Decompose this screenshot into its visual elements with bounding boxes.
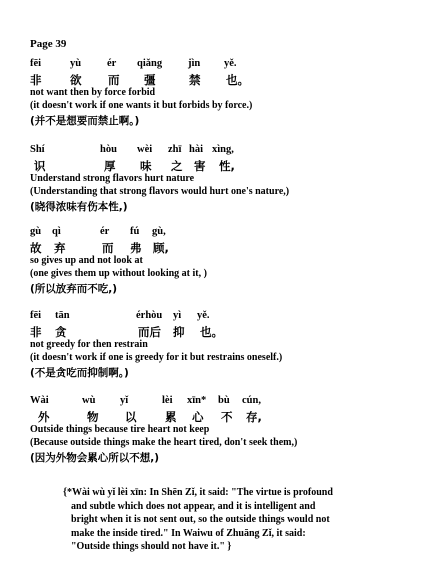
hanzi-char: 欲	[70, 73, 82, 87]
modern-chinese-line: (晓得浓味有伤本性,)	[30, 201, 128, 213]
hanzi-char: 非	[30, 73, 42, 87]
hanzi-char: 顾,	[153, 241, 169, 255]
modern-chinese-line: (所以放弃而不吃,)	[30, 283, 118, 295]
pinyin-word: xīn*	[187, 395, 207, 406]
footnote-line: "Outside things should not have it." }	[71, 541, 232, 552]
pinyin-word: ér	[107, 58, 117, 69]
stanza-3	[30, 226, 420, 296]
pinyin-word: xìng,	[212, 144, 234, 155]
pinyin-word: yì	[173, 310, 182, 321]
modern-chinese-line: (不是贪吃而抑制啊。)	[30, 367, 129, 379]
hanzi-row	[30, 409, 420, 424]
translation-line: (it doesn't work if one wants it but forbids by force.)	[30, 100, 253, 111]
hanzi-row	[30, 324, 420, 339]
translation-line: (one gives them up without looking at it, )	[30, 268, 207, 279]
pinyin-word: yě.	[224, 58, 237, 69]
pinyin-row	[30, 58, 420, 72]
gloss-line: not greedy for then restrain	[30, 339, 148, 350]
pinyin-word: lèi	[162, 395, 173, 406]
footnote-line: {*Wài wù yǐ lèi xīn: In Shēn Zǐ, it said: "The virtue is profound	[63, 487, 333, 498]
hanzi-char: 弃	[54, 241, 66, 255]
hanzi-char: 心	[192, 410, 204, 424]
hanzi-char: 也。	[226, 73, 249, 87]
modern-chinese-line: (因为外物会累心所以不想,)	[30, 452, 160, 464]
hanzi-row	[30, 240, 420, 255]
hanzi-char: 故	[30, 241, 42, 255]
pinyin-word: zhī	[168, 144, 182, 155]
gloss-line: Understand strong flavors hurt nature	[30, 173, 195, 184]
hanzi-char: 贪	[55, 325, 67, 339]
footnote-line: make the inside tired." In Waiwu of Zhuāng Zǐ, it said:	[71, 527, 306, 539]
pinyin-word: qiǎng	[137, 58, 163, 69]
pinyin-word: fú	[130, 226, 140, 237]
hanzi-char: 害	[194, 159, 206, 173]
pinyin-row	[30, 144, 420, 158]
pinyin-word: bù	[218, 395, 230, 406]
pinyin-word: yù	[70, 58, 82, 69]
pinyin-word: jìn	[188, 58, 201, 69]
pinyin-word: Wài	[30, 395, 49, 406]
hanzi-char: 性,	[219, 159, 235, 173]
translation-line: (Understanding that strong flavors would hurt one's nature,)	[30, 186, 290, 197]
hanzi-char: 彊	[144, 73, 156, 87]
pinyin-row	[30, 395, 420, 409]
hanzi-char: 禁	[189, 73, 201, 87]
pinyin-word: fēi	[30, 310, 42, 321]
hanzi-char: 味	[140, 159, 152, 173]
footnote-line: bright when it is not sent out, so the outside things would not	[71, 514, 330, 525]
pinyin-word: ér	[100, 226, 110, 237]
hanzi-row	[30, 158, 420, 173]
translation-line: (Because outside things make the heart tired, don't seek them,)	[30, 437, 298, 448]
hanzi-char: 弗	[130, 241, 142, 255]
hanzi-char: 而后	[138, 325, 161, 339]
pinyin-word: wèi	[137, 144, 153, 155]
hanzi-char: 厚	[104, 159, 116, 173]
hanzi-char: 非	[30, 325, 42, 339]
hanzi-char: 而	[108, 73, 120, 87]
pinyin-word: gù,	[152, 226, 166, 237]
pinyin-word: tān	[55, 310, 70, 321]
stanza-2	[30, 144, 420, 214]
pinyin-word: hòu	[100, 144, 117, 155]
gloss-line: Outside things because tire heart not keep	[30, 424, 210, 435]
hanzi-char: 而	[102, 241, 114, 255]
stanza-4	[30, 310, 420, 380]
footnote-line: and subtle which does not appear, and it is intelligent and	[71, 500, 316, 512]
hanzi-char: 不	[221, 410, 233, 424]
modern-chinese-line: (并不是想要而禁止啊。)	[30, 115, 140, 127]
pinyin-word: gù	[30, 226, 42, 237]
pinyin-word: yǐ	[120, 395, 129, 406]
hanzi-char: 外	[38, 410, 50, 424]
pinyin-word: fēi	[30, 58, 42, 69]
hanzi-char: 抑	[173, 325, 185, 339]
hanzi-row	[30, 72, 420, 87]
pinyin-word: yě.	[197, 310, 210, 321]
stanza-5	[30, 395, 420, 465]
pinyin-word: érhòu	[136, 310, 163, 321]
hanzi-char: 物	[87, 410, 99, 424]
hanzi-char: 之	[171, 159, 183, 173]
hanzi-char: 识	[34, 159, 46, 173]
hanzi-char: 以	[125, 410, 137, 424]
footnote	[63, 486, 403, 554]
pinyin-word: qì	[52, 226, 61, 237]
gloss-line: so gives up and not look at	[30, 255, 143, 266]
pinyin-word: hài	[189, 144, 204, 155]
pinyin-row	[30, 310, 420, 324]
gloss-line: not want then by force forbid	[30, 87, 156, 98]
hanzi-char: 存,	[246, 410, 262, 424]
pinyin-word: wù	[82, 395, 96, 406]
hanzi-char: 也。	[200, 325, 223, 339]
pinyin-word: Shí	[30, 144, 45, 155]
hanzi-char: 累	[165, 410, 177, 424]
pinyin-word: cún,	[242, 395, 261, 406]
stanza-1	[30, 58, 420, 128]
translation-line: (it doesn't work if one is greedy for it but restrains oneself.)	[30, 352, 283, 363]
pinyin-row	[30, 226, 420, 240]
page-label: Page 39	[30, 38, 67, 50]
